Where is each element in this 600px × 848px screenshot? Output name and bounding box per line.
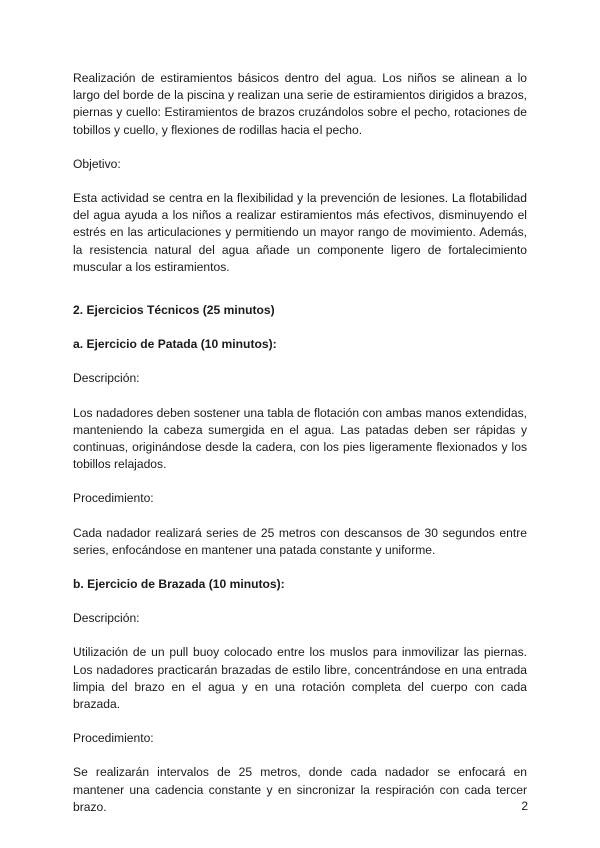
exercise-a-heading: a. Ejercicio de Patada (10 minutos): <box>73 337 277 352</box>
exercise-a-description-text: Los nadadores deben sostener una tabla de flotación con ambas manos extendidas, manteniendo la cabeza sumergida en el agua. Las patadas deben ser rápidas y continuas, originándose desde la cadera, con los pies ligeramente flexionados y los tobillos relajados. <box>73 405 527 472</box>
exercise-a-description-label: Descripción: <box>73 371 140 386</box>
exercise-b-procedure-text: Se realizarán intervalos de 25 metros, donde cada nadador se enfocará en mantener una cadencia constante y en sincronizar la respiración con cada tercer brazo. <box>73 765 527 814</box>
exercise-b-heading: b. Ejercicio de Brazada (10 minutos): <box>73 577 285 592</box>
exercise-b-procedure-label: Procedimiento: <box>73 731 154 746</box>
exercise-b-description-label: Descripción: <box>73 611 140 626</box>
section-heading-technical-exercises: 2. Ejercicios Técnicos (25 minutos) <box>73 303 275 318</box>
objective-label: Objetivo: <box>73 156 121 171</box>
document-page <box>73 70 527 816</box>
stretching-description: Realización de estiramientos básicos dentro del agua. Los niños se alinean a lo largo del borde de la piscina y realizan una serie de estiramientos dirigidos a brazos, piernas y cuello: Estiramientos de brazos cruzándolos sobre el pecho, rotaciones de tobillos y cuello, y flexiones de rodillas hacia el pecho. <box>73 71 527 137</box>
exercise-a-procedure-text: Cada nadador realizará series de 25 metros con descansos de 30 segundos entre series, enfocándose en mantener una patada constante y uniforme. <box>73 525 527 557</box>
objective-text: Esta actividad se centra en la flexibilidad y la prevención de lesiones. La flotabilidad del agua ayuda a los niños a realizar estiramientos más efectivos, disminuyendo el estrés en las articulaciones y permitiendo un mayor rango de movimiento. Además, la resistencia natural del agua añade un componente ligero de fortalecimiento muscular a los estiramientos. <box>73 191 527 274</box>
page-number: 2 <box>521 799 528 813</box>
exercise-a-procedure-label: Procedimiento: <box>73 491 154 506</box>
exercise-b-description-text: Utilización de un pull buoy colocado entre los muslos para inmovilizar las piernas. Los nadadores practicarán brazadas de estilo libre, concentrándose en una entrada limpia del brazo en el agua y en una rotación completa del cuerpo con cada brazada. <box>73 645 527 712</box>
